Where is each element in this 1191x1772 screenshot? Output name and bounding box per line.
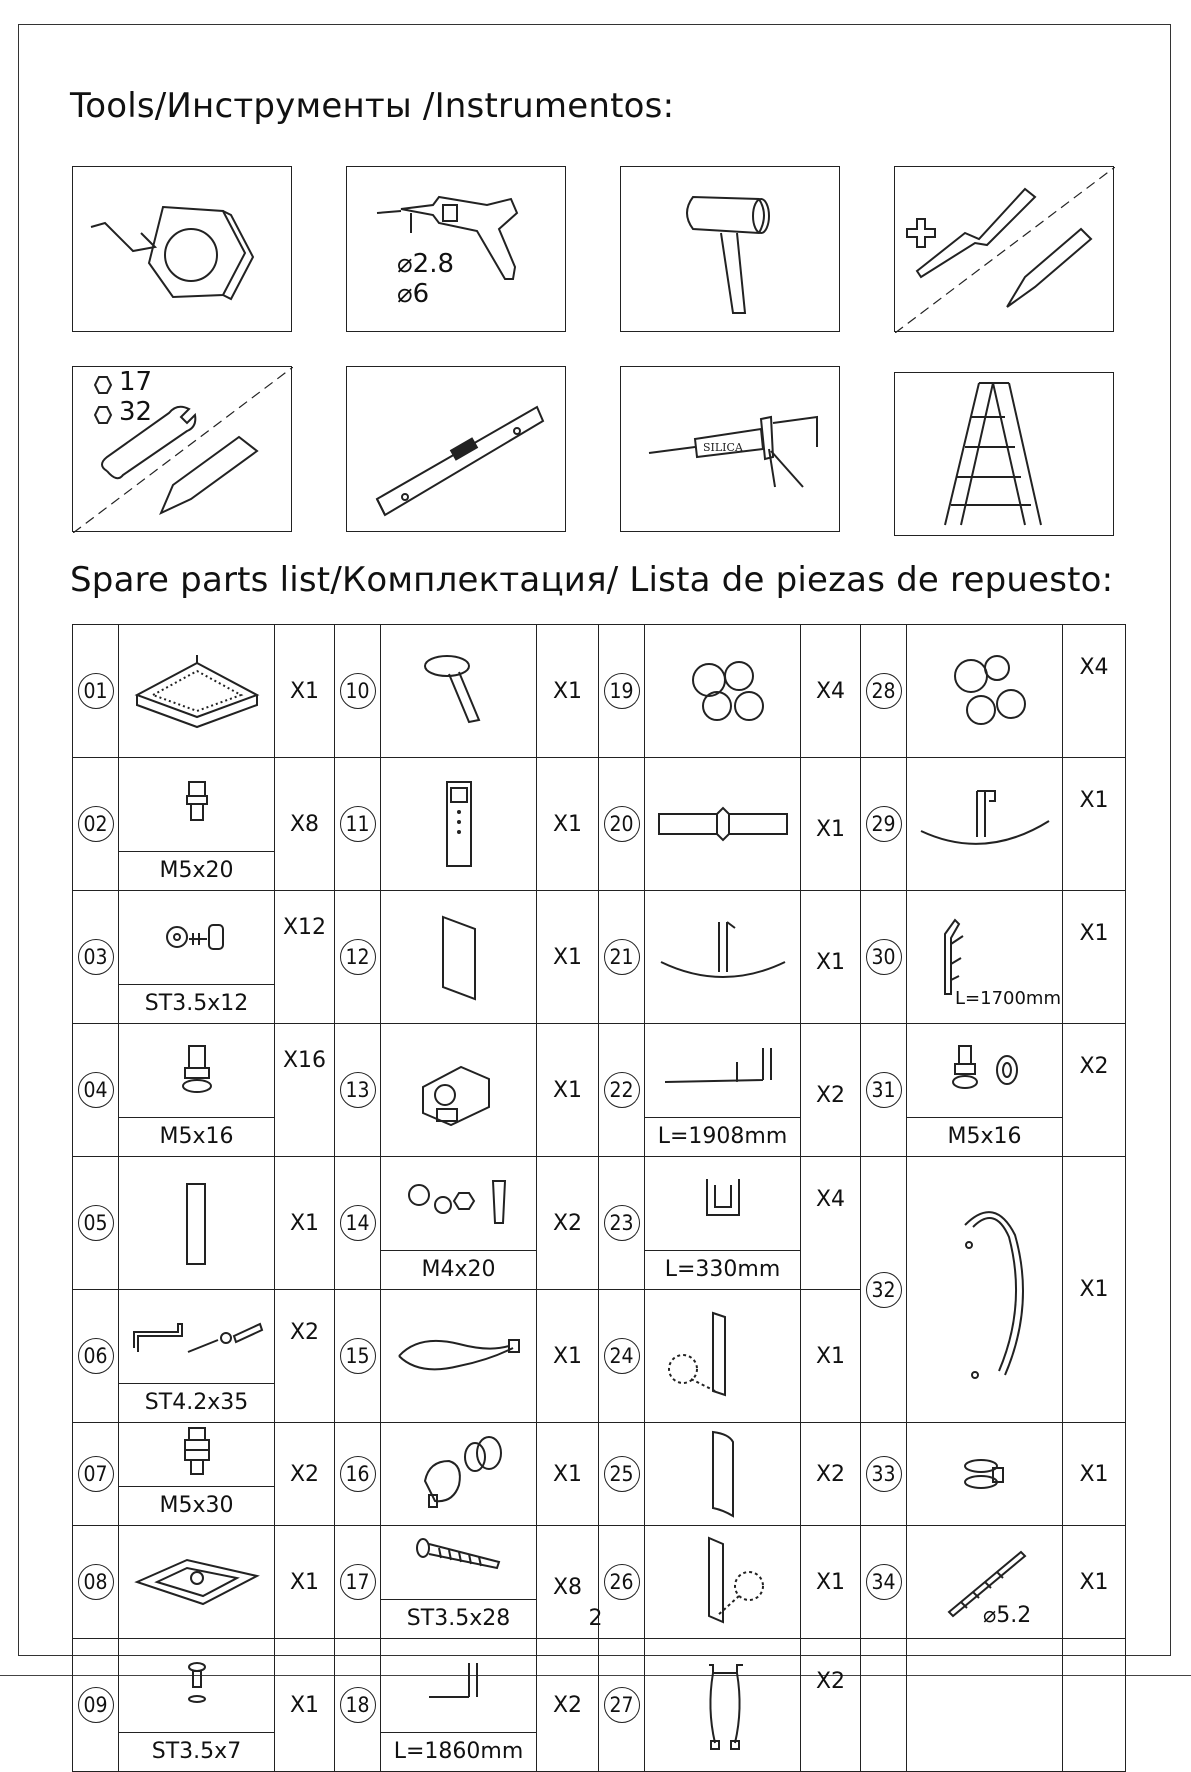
page-number: 2: [588, 1606, 603, 1631]
parts-heading: Spare parts list/Комплектация/ Lista de piezas de repuesto:: [70, 560, 1114, 600]
part-number: 26: [604, 1564, 640, 1600]
part-quantity: X1: [275, 1639, 335, 1772]
part-number: 12: [340, 939, 376, 975]
wrench-size-32: 32: [119, 397, 153, 427]
part-number: 22: [604, 1072, 640, 1108]
parts-table: [72, 624, 1126, 1772]
part-quantity: X1: [1063, 1526, 1126, 1639]
tool-silicone-gun: [620, 366, 840, 532]
part-quantity: X8: [275, 758, 335, 891]
part-quantity: X1: [537, 758, 599, 891]
part-quantity: X12: [275, 891, 335, 1024]
table-row: [73, 1157, 1126, 1290]
part-number: 14: [340, 1205, 376, 1241]
bolt-nut-icon: [127, 1042, 267, 1102]
table-row: [73, 1639, 1126, 1772]
seal-profile-icon: [653, 1042, 793, 1102]
roller-icon: [653, 648, 793, 734]
tool-spirit-level: [346, 366, 566, 532]
part-number: 15: [340, 1338, 376, 1374]
ladder-icon: [895, 373, 1115, 537]
seal-profile-icon: [389, 1657, 529, 1717]
part-quantity: X1: [537, 891, 599, 1024]
part-number: 06: [78, 1338, 114, 1374]
part-number: 34: [866, 1564, 902, 1600]
part-number: 08: [78, 1564, 114, 1600]
shower-hose-icon: [915, 1195, 1055, 1385]
part-number: 33: [866, 1456, 902, 1492]
part-quantity: X1: [801, 758, 861, 891]
part-quantity: X1: [1063, 1157, 1126, 1423]
part-number: 31: [866, 1072, 902, 1108]
part-number: 07: [78, 1456, 114, 1492]
part-number: 13: [340, 1072, 376, 1108]
part-spec: L=1860mm: [381, 1732, 536, 1771]
drill-size-small: ⌀2.8: [397, 249, 455, 279]
part-quantity: X2: [537, 1157, 599, 1290]
part-number: 04: [78, 1072, 114, 1108]
part-number: 20: [604, 806, 640, 842]
part-number: 05: [78, 1205, 114, 1241]
curved-profile-icon: [915, 781, 1055, 867]
curved-profile-icon: [653, 912, 793, 1002]
part-spec: L=1908mm: [645, 1117, 800, 1156]
screw-icon: [127, 1657, 267, 1717]
part-quantity: X2: [537, 1639, 599, 1772]
part-quantity: X4: [801, 1157, 861, 1290]
screw-icon: [389, 1534, 529, 1594]
table-row: [73, 1024, 1126, 1157]
tape-measure-icon: [73, 167, 293, 333]
part-spec: M5x16: [119, 1117, 274, 1156]
hex-32-icon: [95, 407, 111, 423]
part-quantity: X4: [801, 625, 861, 758]
silica-label: SILICA: [703, 441, 743, 454]
part-number: 18: [340, 1687, 376, 1723]
table-row: [73, 891, 1126, 1024]
hand-shower-icon: [389, 648, 529, 734]
part-quantity: X1: [537, 1024, 599, 1157]
part-quantity: X1: [801, 1290, 861, 1423]
hex-17-icon: [95, 377, 111, 393]
part-quantity: X2: [275, 1423, 335, 1526]
screwdriver-pencil-icon: [895, 167, 1115, 333]
part-quantity: X1: [1063, 891, 1126, 1024]
screw-washer-icon: [127, 909, 267, 969]
part-quantity: X2: [801, 1423, 861, 1526]
hinge-icon: [389, 1047, 529, 1133]
part-number: 16: [340, 1456, 376, 1492]
part-spec: M5x30: [119, 1486, 274, 1525]
door-handle-icon: [653, 1659, 793, 1751]
control-panel-icon: [389, 778, 529, 870]
tool-mallet: [620, 166, 840, 332]
part-quantity: X16: [275, 1024, 335, 1157]
screw-washer-nut-icon: [389, 1175, 529, 1235]
part-number: 29: [866, 806, 902, 842]
table-row: [73, 625, 1126, 758]
drill-icon: [347, 167, 567, 333]
wrench-knife-icon: [73, 367, 293, 533]
glass-panel-icon: [127, 1178, 267, 1268]
part-number: 27: [604, 1687, 640, 1723]
part-quantity: X1: [1063, 758, 1126, 891]
drill-size-large: ⌀6: [397, 279, 430, 309]
part-quantity: X1: [275, 625, 335, 758]
shower-tray-icon: [127, 651, 267, 731]
part-number: 19: [604, 673, 640, 709]
part-number: 02: [78, 806, 114, 842]
mallet-icon: [621, 167, 841, 333]
part-spec: M4x20: [381, 1250, 536, 1289]
part-number: 11: [340, 806, 376, 842]
part-number: 17: [340, 1564, 376, 1600]
part-quantity: X1: [537, 1423, 599, 1526]
part-spec: L=330mm: [645, 1250, 800, 1289]
part-quantity: X8: [537, 1526, 599, 1639]
tools-heading: Tools/Инструменты /Instrumentos:: [70, 86, 675, 126]
part-number: 01: [78, 673, 114, 709]
table-row: [73, 758, 1126, 891]
part-number: 03: [78, 939, 114, 975]
part-spec: ⌀5.2: [983, 1603, 1032, 1628]
u-profile-icon: [653, 1175, 793, 1235]
part-number: 32: [866, 1272, 902, 1308]
part-quantity: X1: [801, 891, 861, 1024]
part-number: 23: [604, 1205, 640, 1241]
part-spec: ST3.5x7: [119, 1732, 274, 1771]
hose-clamp-icon: [915, 1444, 1055, 1504]
part-quantity: X4: [1063, 625, 1126, 758]
glass-door-icon: [653, 1428, 793, 1520]
part-number: 10: [340, 673, 376, 709]
tool-screwdriver-pencil: [894, 166, 1114, 332]
bolt-nut-washer-icon: [915, 1042, 1055, 1102]
part-spec: M5x16: [907, 1117, 1062, 1156]
magnetic-profile-icon: [653, 804, 793, 844]
part-spec: ST3.5x12: [119, 984, 274, 1023]
part-quantity: X2: [801, 1639, 861, 1772]
part-number: 28: [866, 673, 902, 709]
part-quantity: X2: [275, 1290, 335, 1423]
bolt-icon: [127, 776, 267, 836]
roller-icon: [915, 648, 1055, 734]
panel-detail-icon: [653, 1309, 793, 1403]
part-quantity: X2: [1063, 1024, 1126, 1157]
leveling-foot-icon: [127, 1426, 267, 1486]
tool-tape-measure: [72, 166, 292, 332]
table-row: [73, 1423, 1126, 1526]
glass-panel-icon: [389, 911, 529, 1003]
part-quantity: X1: [537, 625, 599, 758]
silicone-gun-icon: [621, 367, 841, 533]
bracket-screw-anchor-icon: [122, 1308, 272, 1368]
part-spec: ST3.5x28: [381, 1599, 536, 1638]
part-number: 25: [604, 1456, 640, 1492]
part-quantity: X1: [537, 1290, 599, 1423]
tool-drill: [346, 166, 566, 332]
tool-ladder: [894, 372, 1114, 536]
hose-icon: [389, 1326, 529, 1386]
part-number: 21: [604, 939, 640, 975]
wall-outlet-icon: [389, 1431, 529, 1517]
tool-wrench-knife: [72, 366, 292, 532]
wrench-size-17: 17: [119, 367, 153, 397]
part-quantity: X1: [275, 1157, 335, 1290]
part-spec: L=1700mm: [955, 988, 1061, 1009]
part-number: 24: [604, 1338, 640, 1374]
part-number: 30: [866, 939, 902, 975]
part-quantity: X1: [801, 1526, 861, 1639]
part-spec: M5x20: [119, 851, 274, 890]
part-quantity: X1: [275, 1526, 335, 1639]
part-quantity: X1: [1063, 1423, 1126, 1526]
spirit-level-icon: [347, 367, 567, 533]
part-quantity: X2: [801, 1024, 861, 1157]
part-number: 09: [78, 1687, 114, 1723]
part-spec: ST4.2x35: [119, 1383, 274, 1422]
